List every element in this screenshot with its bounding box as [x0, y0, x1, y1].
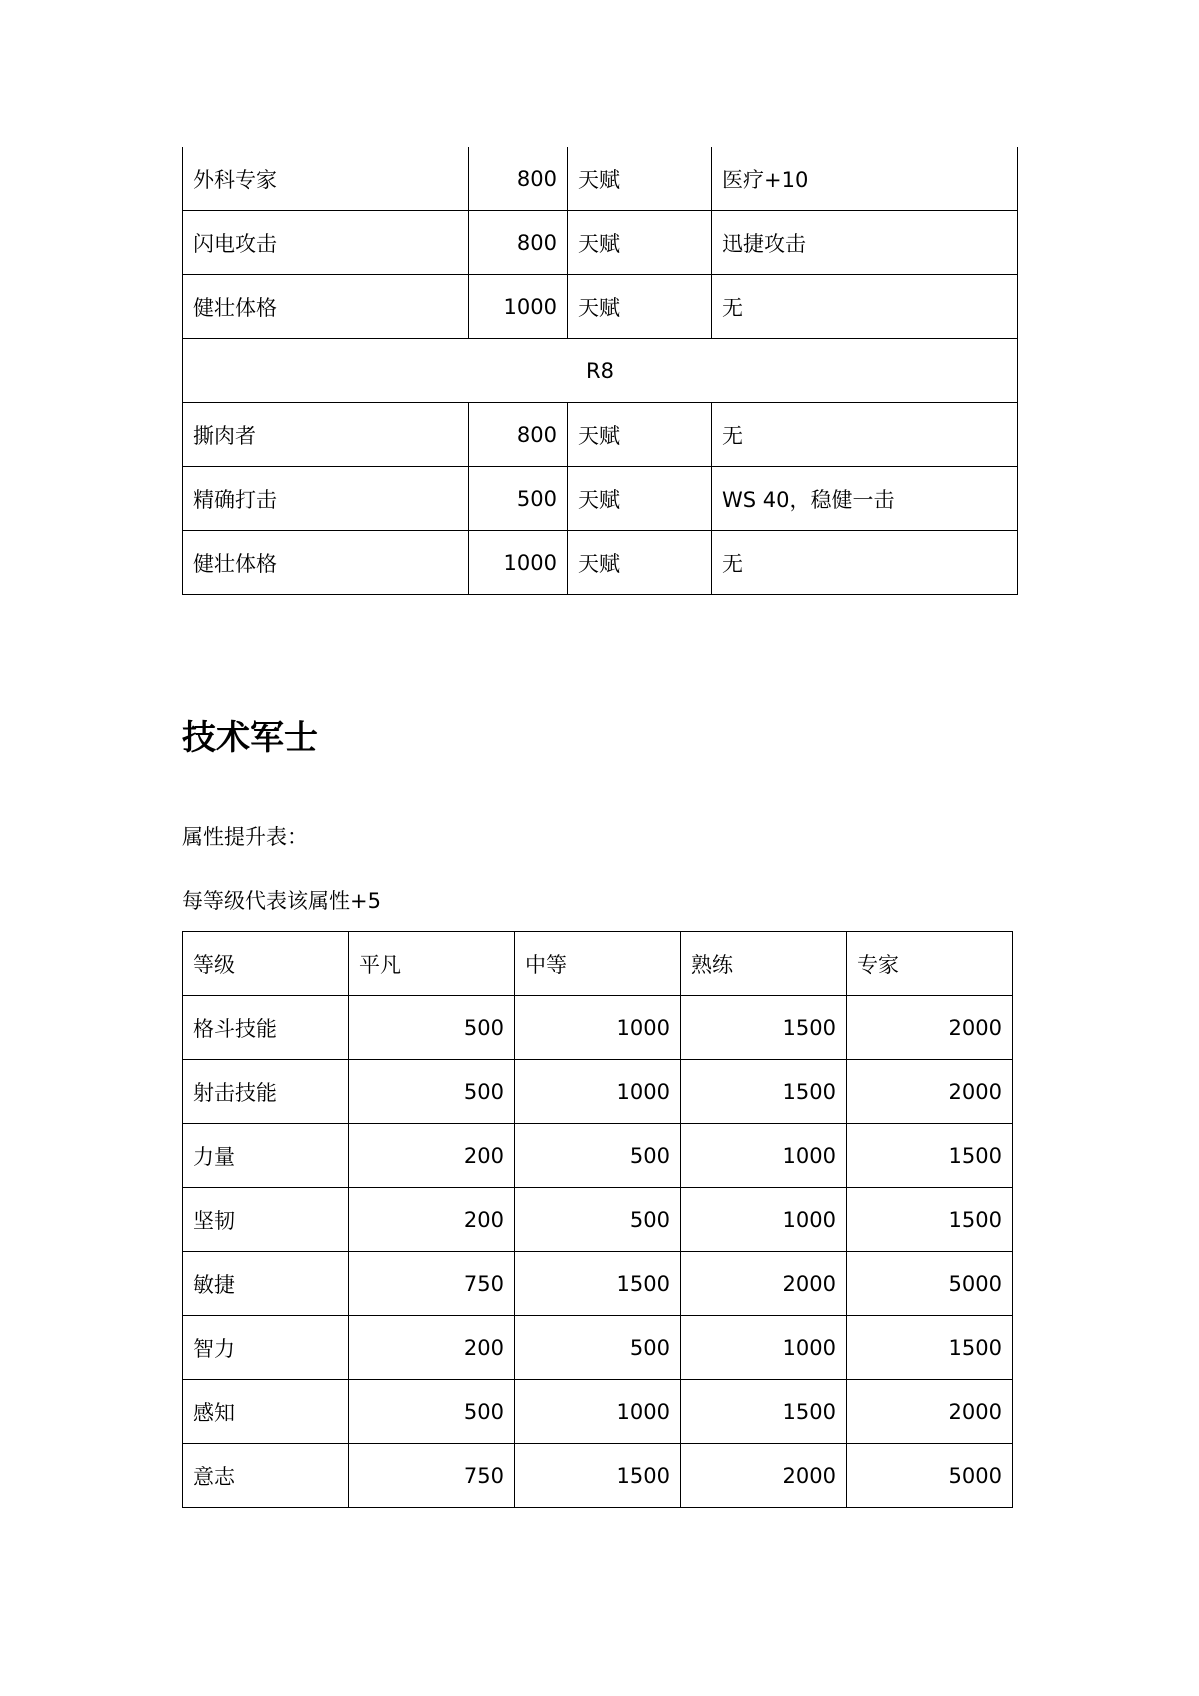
attribute-cost: 2000 [847, 1380, 1013, 1444]
table-row [183, 996, 1013, 1060]
table-row [183, 147, 1018, 211]
talent-type: 天赋 [568, 275, 712, 339]
talent-cost: 800 [469, 403, 568, 467]
talent-table [182, 147, 1018, 595]
talent-prereq: 无 [712, 275, 1018, 339]
attribute-cost: 2000 [681, 1252, 847, 1316]
column-header: 专家 [847, 932, 1013, 996]
attribute-cost: 200 [349, 1188, 515, 1252]
talent-prereq: 迅捷攻击 [712, 211, 1018, 275]
intro-paragraph: 属性提升表： [182, 825, 308, 849]
table-row [183, 1252, 1013, 1316]
attribute-cost: 1500 [847, 1188, 1013, 1252]
note-paragraph: 每等级代表该属性+5 [182, 889, 381, 913]
table-row [183, 1124, 1013, 1188]
talent-cost: 500 [469, 467, 568, 531]
talent-type: 天赋 [568, 531, 712, 595]
table-row [183, 1188, 1013, 1252]
talent-name: 精确打击 [183, 467, 469, 531]
attribute-name: 格斗技能 [183, 996, 349, 1060]
attribute-cost: 1500 [847, 1316, 1013, 1380]
talent-prereq: WS 40，稳健一击 [712, 467, 1018, 531]
talent-cost: 800 [469, 211, 568, 275]
attribute-name: 坚韧 [183, 1188, 349, 1252]
attribute-cost: 500 [349, 1060, 515, 1124]
talent-cost: 800 [469, 147, 568, 211]
talent-name: 闪电攻击 [183, 211, 469, 275]
attribute-cost: 1500 [847, 1124, 1013, 1188]
table-row [183, 275, 1018, 339]
column-header: 平凡 [349, 932, 515, 996]
attribute-cost: 500 [349, 1380, 515, 1444]
attribute-cost: 1500 [681, 1060, 847, 1124]
attribute-cost: 1500 [515, 1444, 681, 1508]
attribute-cost: 750 [349, 1444, 515, 1508]
attribute-name: 射击技能 [183, 1060, 349, 1124]
attribute-name: 感知 [183, 1380, 349, 1444]
attribute-cost: 1500 [681, 1380, 847, 1444]
column-header: 中等 [515, 932, 681, 996]
attribute-cost: 500 [515, 1316, 681, 1380]
column-header: 等级 [183, 932, 349, 996]
attribute-cost: 200 [349, 1316, 515, 1380]
attribute-cost: 1000 [681, 1124, 847, 1188]
attribute-cost: 1000 [515, 996, 681, 1060]
table-row [183, 1380, 1013, 1444]
rank-label: R8 [183, 339, 1018, 403]
talent-name: 外科专家 [183, 147, 469, 211]
table-header-row [183, 932, 1013, 996]
talent-type: 天赋 [568, 467, 712, 531]
table-row [183, 211, 1018, 275]
talent-prereq: 医疗+10 [712, 147, 1018, 211]
attribute-cost: 200 [349, 1124, 515, 1188]
attribute-cost: 500 [515, 1188, 681, 1252]
attribute-cost: 1000 [515, 1380, 681, 1444]
attribute-cost: 1000 [515, 1060, 681, 1124]
talent-prereq: 无 [712, 531, 1018, 595]
talent-name: 健壮体格 [183, 531, 469, 595]
column-header: 熟练 [681, 932, 847, 996]
attribute-cost: 2000 [847, 1060, 1013, 1124]
attribute-cost: 1000 [681, 1316, 847, 1380]
table-section-row [183, 339, 1018, 403]
table-row [183, 531, 1018, 595]
attribute-table [182, 931, 1013, 1508]
talent-type: 天赋 [568, 147, 712, 211]
talent-name: 健壮体格 [183, 275, 469, 339]
attribute-cost: 2000 [681, 1444, 847, 1508]
attribute-cost: 500 [349, 996, 515, 1060]
table-row [183, 1060, 1013, 1124]
talent-prereq: 无 [712, 403, 1018, 467]
attribute-cost: 5000 [847, 1252, 1013, 1316]
talent-cost: 1000 [469, 531, 568, 595]
attribute-cost: 1500 [681, 996, 847, 1060]
attribute-cost: 750 [349, 1252, 515, 1316]
talent-name: 撕肉者 [183, 403, 469, 467]
attribute-name: 智力 [183, 1316, 349, 1380]
section-heading: 技术军士 [182, 718, 318, 758]
talent-type: 天赋 [568, 403, 712, 467]
attribute-name: 力量 [183, 1124, 349, 1188]
attribute-cost: 1000 [681, 1188, 847, 1252]
table-row [183, 1444, 1013, 1508]
attribute-cost: 5000 [847, 1444, 1013, 1508]
table-row [183, 1316, 1013, 1380]
talent-cost: 1000 [469, 275, 568, 339]
talent-type: 天赋 [568, 211, 712, 275]
attribute-cost: 2000 [847, 996, 1013, 1060]
table-row [183, 403, 1018, 467]
table-row [183, 467, 1018, 531]
attribute-cost: 500 [515, 1124, 681, 1188]
attribute-name: 意志 [183, 1444, 349, 1508]
attribute-cost: 1500 [515, 1252, 681, 1316]
attribute-name: 敏捷 [183, 1252, 349, 1316]
